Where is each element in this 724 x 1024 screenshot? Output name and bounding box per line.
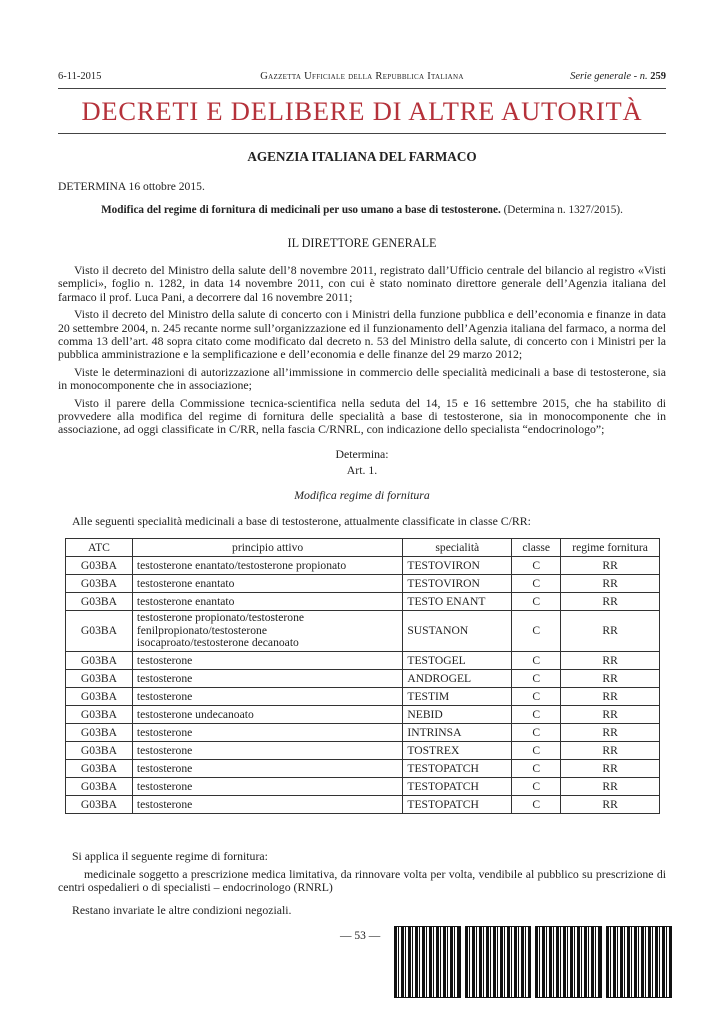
active-ingredient-cell: testosterone: [132, 723, 402, 741]
datamatrix-code-icon: [394, 926, 461, 998]
datamatrix-code-icon: [465, 926, 532, 998]
column-header: specialità: [403, 539, 512, 557]
supply-regime-text: medicinale soggetto a prescrizione medica limitativa, da rinnovare volta per volta, vendibile al pubblico su prescrizione di centri ospedalieri o di specialisti – endocrinologo (RNRL): [58, 867, 666, 895]
agency-heading: AGENZIA ITALIANA DEL FARMACO: [247, 149, 477, 164]
table-header-row: [66, 539, 660, 557]
active-ingredient-cell: testosterone: [132, 669, 402, 687]
product-cell: ANDROGEL: [403, 669, 512, 687]
section-rule: [58, 133, 666, 134]
article-title: Modifica regime di fornitura: [294, 488, 430, 502]
table-row: [66, 593, 660, 611]
atc-cell: G03BA: [66, 557, 133, 575]
supply-regime-cell: RR: [561, 651, 660, 669]
product-cell: TESTOVIRON: [403, 575, 512, 593]
subject-title: Modifica del regime di fornitura di medicinali per uso umano a base di testosterone.: [101, 204, 501, 216]
class-cell: C: [512, 687, 561, 705]
supply-regime-cell: RR: [561, 759, 660, 777]
paragraph: Visto il decreto del Ministro della salute dell’8 novembre 2011, registrato dall’Ufficio centrale del bilancio al registro «Visti semplici», foglio n. 1282, in data 14 novembre 2011, con cui è stato nominato direttore generale dell’Agenzia italiana del farmaco il prof. Luca Pani, a decorrere dal 16 novembre 2011;: [58, 263, 666, 304]
supply-regime-cell: RR: [561, 557, 660, 575]
supply-regime-cell: RR: [561, 669, 660, 687]
ingredient-line: testosterone propionato/testosterone: [136, 611, 305, 624]
director-title: IL DIRETTORE GENERALE: [287, 236, 437, 250]
supply-regime-cell: RR: [561, 741, 660, 759]
table-row: [66, 741, 660, 759]
table-row: [66, 777, 660, 795]
supply-regime-cell: RR: [561, 687, 660, 705]
product-cell: TESTOVIRON: [403, 557, 512, 575]
medicines-table: [65, 538, 660, 814]
table-row: [66, 705, 660, 723]
atc-cell: G03BA: [66, 795, 133, 813]
table-row: [66, 723, 660, 741]
ingredient-line: isocaproato/testosterone decanoato: [136, 636, 299, 649]
supply-regime-cell: RR: [561, 593, 660, 611]
product-cell: TOSTREX: [403, 741, 512, 759]
series-info: [570, 71, 666, 82]
class-cell: C: [512, 759, 561, 777]
class-cell: C: [512, 575, 561, 593]
series-number: 259: [650, 71, 666, 82]
determina-date: DETERMINA 16 ottobre 2015.: [58, 180, 205, 193]
paragraph: Viste le determinazioni di autorizzazione all’immissione in commercio delle specialità medicinali a base di testosterone, sia in monocomponente che in associazione;: [58, 364, 666, 393]
atc-cell: G03BA: [66, 741, 133, 759]
active-ingredient-cell: testosterone: [132, 759, 402, 777]
closing-note: Restano invariate le altre condizioni negoziali.: [72, 903, 292, 917]
series-label: Serie generale - n.: [570, 71, 648, 82]
datamatrix-code-icon: [535, 926, 602, 998]
table-row: [66, 651, 660, 669]
gazette-title: Gazzetta Ufficiale della Repubblica Italiana: [260, 71, 464, 82]
table-row: [66, 575, 660, 593]
article-number: Art. 1.: [346, 463, 378, 477]
header-rule: [58, 88, 666, 89]
paragraph: Visto il decreto del Ministro della salute di concerto con i Ministri della funzione pubblica e dell’economia e finanze in data 20 settembre 2004, n. 245 recante norme sull’organizzazione ed il funzionamento dell’Agenzia italiana del farmaco, a norma del comma 13 dell’art. 48 sopra citato come modificato dal decreto n. 53 del Ministro della salute, di concerto con i Ministri per la pubblica amministrazione e la semplificazione e dell’economia e delle finanze del 29 marzo 2012;: [58, 307, 666, 362]
paragraph: Visto il parere della Commissione tecnica-scientifica nella seduta del 14, 15 e 16 settembre 2015, che ha stabilito di provvedere alla modifica del regime di fornitura delle specialità a base di testosterone, sia in monocomponente che in associazione, ad oggi classificate in C/RR, nella fascia C/RNRL, con indicazione dello specialista “endocrinologo”;: [58, 395, 666, 437]
atc-cell: G03BA: [66, 611, 133, 652]
atc-cell: G03BA: [66, 705, 133, 723]
active-ingredient-cell: testosterone: [132, 795, 402, 813]
class-cell: C: [512, 669, 561, 687]
class-cell: C: [512, 777, 561, 795]
table-row: [66, 611, 660, 652]
section-title: DECRETI E DELIBERE DI ALTRE AUTORITÀ: [81, 96, 643, 126]
column-header: classe: [512, 539, 561, 557]
supply-regime-cell: RR: [561, 705, 660, 723]
active-ingredient-cell: testosterone enantato: [132, 575, 402, 593]
atc-cell: G03BA: [66, 575, 133, 593]
class-cell: C: [512, 611, 561, 652]
issue-date: 6-11-2015: [58, 71, 102, 82]
active-ingredient-cell: testosterone: [132, 651, 402, 669]
determina-subject: [58, 204, 666, 216]
product-cell: TESTO ENANT: [403, 593, 512, 611]
preamble: [58, 264, 666, 441]
supply-regime-cell: RR: [561, 723, 660, 741]
subject-reference: (Determina n. 1327/2015).: [500, 204, 623, 216]
table-row: [66, 759, 660, 777]
class-cell: C: [512, 705, 561, 723]
class-cell: C: [512, 723, 561, 741]
atc-cell: G03BA: [66, 651, 133, 669]
product-cell: TESTOPATCH: [403, 777, 512, 795]
determina-label: Determina:: [335, 447, 389, 461]
active-ingredient-cell: testosterone: [132, 741, 402, 759]
supply-regime-cell: RR: [561, 777, 660, 795]
active-ingredient-cell: testosterone enantato: [132, 593, 402, 611]
product-cell: SUSTANON: [403, 611, 512, 652]
supply-regime-cell: RR: [561, 795, 660, 813]
table-row: [66, 795, 660, 813]
table-row: [66, 687, 660, 705]
active-ingredient-cell: testosterone: [132, 687, 402, 705]
running-header: [58, 71, 666, 85]
atc-cell: G03BA: [66, 593, 133, 611]
active-ingredient-cell: [132, 611, 402, 652]
class-cell: C: [512, 651, 561, 669]
product-cell: NEBID: [403, 705, 512, 723]
page-number: — 53 —: [340, 930, 381, 942]
class-cell: C: [512, 741, 561, 759]
datamatrix-code-icon: [606, 926, 673, 998]
atc-cell: G03BA: [66, 723, 133, 741]
class-cell: C: [512, 557, 561, 575]
ingredient-line: fenilpropionato/testosterone: [136, 623, 267, 637]
atc-cell: G03BA: [66, 669, 133, 687]
table-intro: Alle seguenti specialità medicinali a base di testosterone, attualmente classificate in classe C/RR:: [72, 514, 531, 528]
active-ingredient-cell: testosterone undecanoato: [132, 705, 402, 723]
supply-regime-cell: RR: [561, 575, 660, 593]
atc-cell: G03BA: [66, 687, 133, 705]
class-cell: C: [512, 593, 561, 611]
supply-regime-cell: RR: [561, 611, 660, 652]
atc-cell: G03BA: [66, 777, 133, 795]
active-ingredient-cell: testosterone enantato/testosterone propionato: [132, 557, 402, 575]
active-ingredient-cell: testosterone: [132, 777, 402, 795]
product-cell: TESTOPATCH: [403, 795, 512, 813]
product-cell: TESTIM: [403, 687, 512, 705]
table-row: [66, 557, 660, 575]
column-header: ATC: [66, 539, 133, 557]
atc-cell: G03BA: [66, 759, 133, 777]
product-cell: INTRINSA: [403, 723, 512, 741]
product-cell: TESTOPATCH: [403, 759, 512, 777]
table-row: [66, 669, 660, 687]
supply-regime-intro: Si applica il seguente regime di fornitura:: [72, 849, 268, 863]
column-header: principio attivo: [132, 539, 402, 557]
product-cell: TESTOGEL: [403, 651, 512, 669]
class-cell: C: [512, 795, 561, 813]
column-header: regime fornitura: [561, 539, 660, 557]
security-code-strip: [394, 926, 672, 996]
